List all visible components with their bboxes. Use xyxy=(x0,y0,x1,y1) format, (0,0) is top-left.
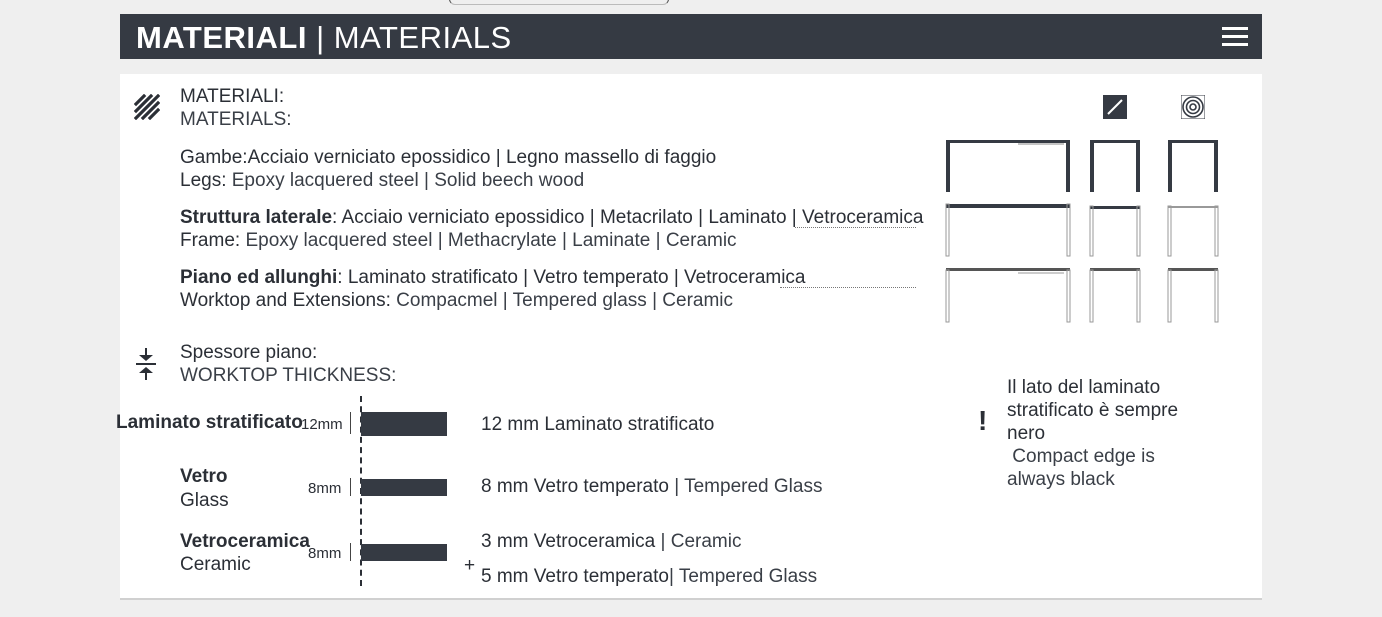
frame-value-it: : Acciaio verniciato epossidico | Metacrilato | Laminato | Vetroceramica xyxy=(332,207,924,228)
thickness-row-3-tick xyxy=(350,543,351,561)
thickness-row-2-name-en: Glass xyxy=(180,490,229,511)
title-en: MATERIALS xyxy=(333,20,512,55)
menu-icon[interactable] xyxy=(1222,27,1248,47)
section-title xyxy=(136,20,512,56)
legs-value-en: Epoxy lacquered steel | Solid beech wood xyxy=(226,170,585,191)
thickness-row-2-mm: 8mm xyxy=(308,480,342,497)
hatch-icon xyxy=(134,94,160,120)
note-line-1: Il lato del laminato xyxy=(1007,377,1161,398)
thickness-row-1-mm: 12mm xyxy=(301,416,343,433)
thickness-row-2-tick xyxy=(350,478,351,496)
thickness-row-1-name: Laminato stratificato xyxy=(116,412,303,433)
section-header xyxy=(120,14,1262,59)
thickness-row-1-bar xyxy=(361,412,447,436)
thickness-heading-it: Spessore piano: xyxy=(180,342,318,363)
thickness-row-3-desc2-bold: 5 mm Vetro temperato xyxy=(481,566,669,587)
thickness-row-3-bar xyxy=(361,544,447,561)
legs-label-en: Legs: xyxy=(180,170,227,191)
legs-it xyxy=(180,146,716,169)
note-line-2: stratificato è sempre xyxy=(1007,400,1179,421)
thickness-row-2-desc-bold: 8 mm Vetro temperato xyxy=(481,476,669,497)
frame-label-en: Frame: xyxy=(180,230,241,251)
thickness-row-3-desc2-light: | Tempered Glass xyxy=(668,566,818,587)
note-line-4: Compact edge is xyxy=(1007,446,1155,467)
worktop-value-en: Compacmel | Tempered glass | Ceramic xyxy=(390,290,734,311)
worktop-label-it: Piano ed allunghi xyxy=(180,267,338,288)
thickness-row-2-desc-light: | Tempered Glass xyxy=(668,476,823,497)
materials-card xyxy=(116,74,1262,600)
thickness-row-3-mm: 8mm xyxy=(308,545,342,562)
thickness-row-2-bar xyxy=(361,479,447,496)
frame-it xyxy=(180,206,923,229)
thickness-row-2-name-it: Vetro xyxy=(180,466,228,487)
thickness-row-1-desc: 12 mm Laminato stratificato xyxy=(481,414,715,435)
exclamation-icon: ! xyxy=(978,405,988,436)
materials-heading-it: MATERIALI: xyxy=(180,86,285,107)
legs-label-it: Gambe: xyxy=(180,147,248,168)
table-row-dark-frame xyxy=(946,204,1218,256)
top-bracket xyxy=(449,0,669,5)
worktop-value-it: : Laminato stratificato | Vetro temperato | Vetroceramica xyxy=(337,267,806,288)
note-line-3: nero xyxy=(1007,423,1046,444)
worktop-en xyxy=(180,289,733,312)
worktop-dotted-line xyxy=(780,287,916,288)
materials-heading-en: MATERIALS: xyxy=(180,109,292,130)
worktop-it xyxy=(180,266,806,289)
worktop-label-en: Worktop and Extensions: xyxy=(180,290,391,311)
legs-en xyxy=(180,169,584,192)
thickness-heading-en: WORKTOP THICKNESS: xyxy=(180,365,397,386)
thickness-row-3-name-it: Vetroceramica xyxy=(180,531,310,552)
frame-label-it: Struttura laterale xyxy=(180,207,333,228)
title-separator: | xyxy=(316,20,325,55)
square-finish-icon xyxy=(1103,95,1127,119)
thickness-row-3-desc xyxy=(481,530,741,553)
frame-value-en: Epoxy lacquered steel | Methacrylate | Laminate | Ceramic xyxy=(240,230,737,251)
thickness-row-1-tick xyxy=(350,412,351,434)
thickness-row-3-desc-bold: 3 mm Vetroceramica xyxy=(481,531,656,552)
legs-value-it: Acciaio verniciato epossidico | Legno massello di faggio xyxy=(247,147,717,168)
title-it: MATERIALI xyxy=(136,20,307,55)
table-drawings xyxy=(944,136,1224,326)
table-row-light xyxy=(946,268,1218,322)
wood-grain-icon xyxy=(1181,95,1205,119)
thickness-row-3-plus: + xyxy=(464,555,476,576)
table-row-dark-legs xyxy=(946,140,1218,192)
thickness-row-3-desc-light: | Ceramic xyxy=(655,531,742,552)
thickness-row-2-desc xyxy=(481,475,822,498)
thickness-row-3-name-en: Ceramic xyxy=(180,554,251,575)
note-line-5: always black xyxy=(1007,469,1115,490)
compress-icon xyxy=(134,348,158,380)
frame-dotted-line xyxy=(795,227,916,228)
frame-en xyxy=(180,229,737,252)
thickness-row-3-desc2 xyxy=(481,565,817,588)
